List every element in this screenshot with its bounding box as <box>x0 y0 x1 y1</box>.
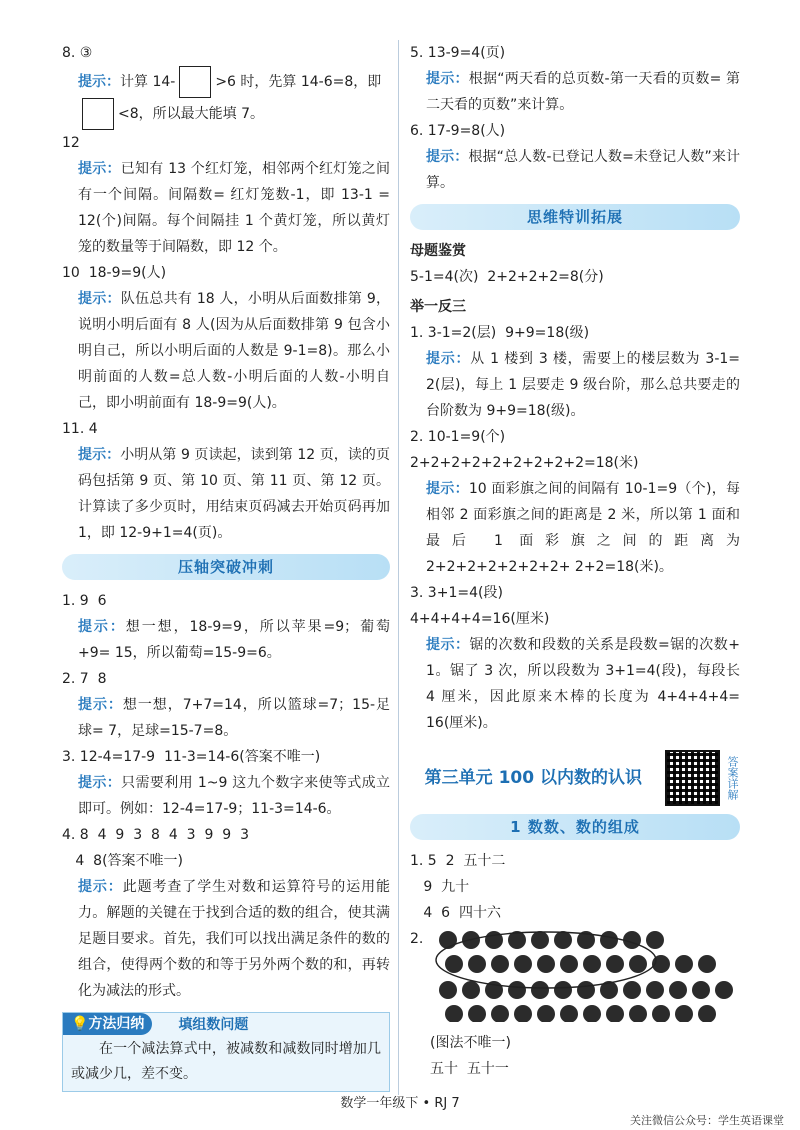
tree-icon <box>623 981 641 999</box>
tree-icon <box>646 981 664 999</box>
corner-watermark: 关注微信公众号：学生英语课堂 <box>630 1114 784 1127</box>
hint-9 <box>78 156 390 260</box>
tree-grouping-figure <box>434 930 734 1022</box>
hint-8 <box>78 66 390 130</box>
answer-e3-line2: 4+4+4+4=16(厘米) <box>410 611 550 627</box>
hint-p3-text: 只需要利用 1~9 这九个数字来使等式成立即可。例如：12-4=17-9；11-3=14-6。 <box>78 775 390 817</box>
answer-10: 10 18-9=9(人) <box>62 265 167 281</box>
hint-11-text: 小明从第 9 页读起，读到第 12 页，读的页码包括第 9 页、第 10 页、第 11 页、第 12 页。计算读了多少页时，用结束页码减去开始页码再加 1，即 12-9+1=4(页)。 <box>78 447 390 541</box>
tree-icon <box>577 981 595 999</box>
hint-e2-text: 10 面彩旗之间的间隔有 10-1=9（个)，每相邻 2 面彩旗之间的距离是 2 米，所以第 1 面和最后 1 面彩旗之间的距离为 2+2+2+2+2+2+2+ 2+2=18(米)。 <box>426 481 740 575</box>
hint-label: 提示： <box>78 161 121 177</box>
hint-p3 <box>78 770 390 822</box>
hint-e1 <box>426 346 740 424</box>
method-tag <box>63 1013 152 1035</box>
tree-icons <box>439 931 733 1022</box>
section-banner-challenge: 压轴突破冲刺 <box>62 554 390 580</box>
hint-label: 提示： <box>426 71 469 87</box>
qr-label: 答案详解 <box>726 756 739 800</box>
hint-e2 <box>426 476 740 580</box>
tree-icon <box>583 1005 601 1022</box>
hint-label: 提示： <box>78 74 120 90</box>
tree-icon <box>675 955 693 973</box>
tree-icon <box>606 1005 624 1022</box>
extend-title: 举一反三 <box>410 299 466 315</box>
hint-5 <box>426 66 740 118</box>
answer-5: 5. 13-9=4(页) <box>410 45 506 61</box>
tree-icon <box>445 955 463 973</box>
tree-icon <box>554 981 572 999</box>
tree-icon <box>669 981 687 999</box>
mother-answer: 5-1=4(次) 2+2+2+2=8(分) <box>410 269 604 285</box>
tree-icon <box>514 955 532 973</box>
hint-10 <box>78 286 390 416</box>
tree-icon <box>692 981 710 999</box>
tree-icon <box>445 1005 463 1022</box>
method-body: 在一个减法算式中，被减数和减数同时增加几或减少几，差不变。 <box>71 1041 381 1082</box>
method-summary-box <box>62 1012 390 1092</box>
hint-6 <box>426 144 740 196</box>
answer-e2: 2. 10-1=9(个) <box>410 429 506 445</box>
tree-icon <box>485 931 503 949</box>
blank-box <box>82 98 114 130</box>
tree-icon <box>629 1005 647 1022</box>
hint-8-a: 计算 14- <box>120 74 176 90</box>
tree-icon <box>600 931 618 949</box>
blank-box <box>179 66 211 98</box>
hint-label: 提示： <box>426 149 469 165</box>
hint-p2 <box>78 692 390 744</box>
section-banner-thinking: 思维特训拓展 <box>410 204 740 230</box>
answer-p4-line2: 4 8(答案不唯一) <box>62 853 183 869</box>
hint-10-text: 队伍总共有 18 人，小明从后面数排第 9，说明小明后面有 8 人(因为从后面数排第 9 包含小明自己，所以小明后面的人数是 9-1=8)。那么小明前面的人数=总人数-小明后面的人数-小明自己，即小明前面有 18-9=9(人)。 <box>78 291 390 411</box>
unit-heading <box>410 750 740 806</box>
tree-icon <box>537 955 555 973</box>
tree-icon <box>629 955 647 973</box>
qr-code-icon[interactable] <box>665 750 720 806</box>
tree-icon <box>583 955 601 973</box>
column-divider <box>398 40 399 1095</box>
tree-icon <box>646 931 664 949</box>
hint-6-text: 根据“总人数-已登记人数=未登记人数”来计算。 <box>426 149 740 191</box>
tree-icon <box>514 1005 532 1022</box>
tree-icon <box>537 1005 555 1022</box>
tree-icon <box>508 981 526 999</box>
tree-icon <box>606 955 624 973</box>
method-header <box>63 1013 389 1035</box>
tree-icon <box>675 1005 693 1022</box>
answer-6: 6. 17-9=8(人) <box>410 123 506 139</box>
hint-8-c: <8，所以最大能填 7。 <box>118 106 264 122</box>
tree-icon <box>560 1005 578 1022</box>
method-title: 填组数问题 <box>178 1017 249 1033</box>
hint-5-text: 根据“两天看的总页数-第一天看的页数= 第二天看的页数”来计算。 <box>426 71 741 113</box>
tree-icon <box>462 981 480 999</box>
hint-label: 提示： <box>78 291 121 307</box>
tree-icon <box>439 931 457 949</box>
tree-icon <box>698 955 716 973</box>
hint-8-b: >6 时，先算 14-6=8，即 <box>215 74 382 90</box>
answer-8: 8. ③ <box>62 45 93 61</box>
tree-icon <box>531 981 549 999</box>
answer-9: 12 <box>62 135 80 151</box>
hint-p1 <box>78 614 390 666</box>
answer-11: 11. 4 <box>62 421 98 437</box>
method-tag-label: 方法归纳 <box>88 1016 145 1032</box>
hint-e1-text: 从 1 楼到 3 楼，需要上的楼层数为 3-1= 2(层)，每上 1 层要走 9 级台阶，那么总共要走的台阶数为 9+9=18(级)。 <box>426 351 741 419</box>
hint-e3 <box>426 632 740 736</box>
answer-s1-a: 1. 5 2 五十二 <box>410 853 506 869</box>
hint-label: 提示： <box>78 879 123 895</box>
answer-s1-b: 9 九十 <box>410 879 470 895</box>
tree-icon <box>715 981 733 999</box>
page-footer: 数学一年级下 • RJ 7 <box>340 1096 460 1111</box>
hint-p4 <box>78 874 390 1004</box>
hint-e3-text: 锯的次数和段数的关系是段数=锯的次数+ 1。锯了 3 次，所以段数为 3+1=4(段)，每段长 4 厘米，因此原来木棒的长度为 4+4+4+4= 16(厘米)。 <box>426 637 741 731</box>
hint-11 <box>78 442 390 546</box>
answer-s1-c: 4 6 四十六 <box>410 905 501 921</box>
right-column <box>410 40 740 1082</box>
tree-icon <box>698 1005 716 1022</box>
hint-p1-text: 想一想，18-9=9，所以苹果=9；葡萄+9= 15，所以葡萄=15-9=6。 <box>78 619 390 661</box>
answer-p3: 3. 12-4=17-9 11-3=14-6(答案不唯一) <box>62 749 321 765</box>
answer-e3: 3. 3+1=4(段) <box>410 585 503 601</box>
left-column <box>62 40 390 1092</box>
tree-icon <box>652 1005 670 1022</box>
section-banner-counting: 1 数数、数的组成 <box>410 814 740 840</box>
unit-title: 第三单元 100 以内数的认识 <box>424 768 642 788</box>
tree-icon <box>554 931 572 949</box>
tree-icon <box>491 955 509 973</box>
tree-icon <box>439 981 457 999</box>
figure-note: (图法不唯一) <box>430 1035 511 1051</box>
hint-label: 提示： <box>78 447 121 463</box>
answer-s2-number: 2. <box>410 931 424 947</box>
answer-p2: 2. 7 8 <box>62 671 107 687</box>
hint-label: 提示： <box>426 481 469 497</box>
answer-s2: 五十 五十一 <box>430 1061 509 1077</box>
hint-p2-text: 想一想，7+7=14，所以篮球=7；15-足球= 7，足球=15-7=8。 <box>78 697 391 739</box>
tree-icon <box>531 931 549 949</box>
tree-icon <box>468 1005 486 1022</box>
answer-e1: 1. 3-1=2(层) 9+9=18(级) <box>410 325 590 341</box>
hint-9-text: 已知有 13 个红灯笼，相邻两个红灯笼之间有一个间隔。间隔数= 红灯笼数-1，即 13-1 = 12(个)间隔。每个间隔挂 1 个黄灯笼，所以黄灯笼的数量等于间隔数，即 12 个。 <box>78 161 391 255</box>
answer-p4: 4. 8 4 9 3 8 4 3 9 9 3 <box>62 827 249 843</box>
tree-icon <box>560 955 578 973</box>
hint-label: 提示： <box>78 775 122 791</box>
hint-p4-text: 此题考查了学生对数和运算符号的运用能力。解题的关键在于找到合适的数的组合，使其满足题目要求。首先，我们可以找出满足条件的数的组合，使得两个数的和等于另外两个数的和，再转化为减法的形式。 <box>78 879 391 999</box>
answer-p1: 1. 9 6 <box>62 593 107 609</box>
lightbulb-icon: 💡 <box>71 1016 89 1032</box>
tree-icon <box>468 955 486 973</box>
hint-label: 提示： <box>78 697 123 713</box>
tree-icon <box>491 1005 509 1022</box>
answer-e2-line2: 2+2+2+2+2+2+2+2+2=18(米) <box>410 455 639 471</box>
hint-label: 提示： <box>78 619 126 635</box>
hint-label: 提示： <box>426 351 471 367</box>
mother-title: 母题鉴赏 <box>410 243 466 259</box>
hint-label: 提示： <box>426 637 470 653</box>
